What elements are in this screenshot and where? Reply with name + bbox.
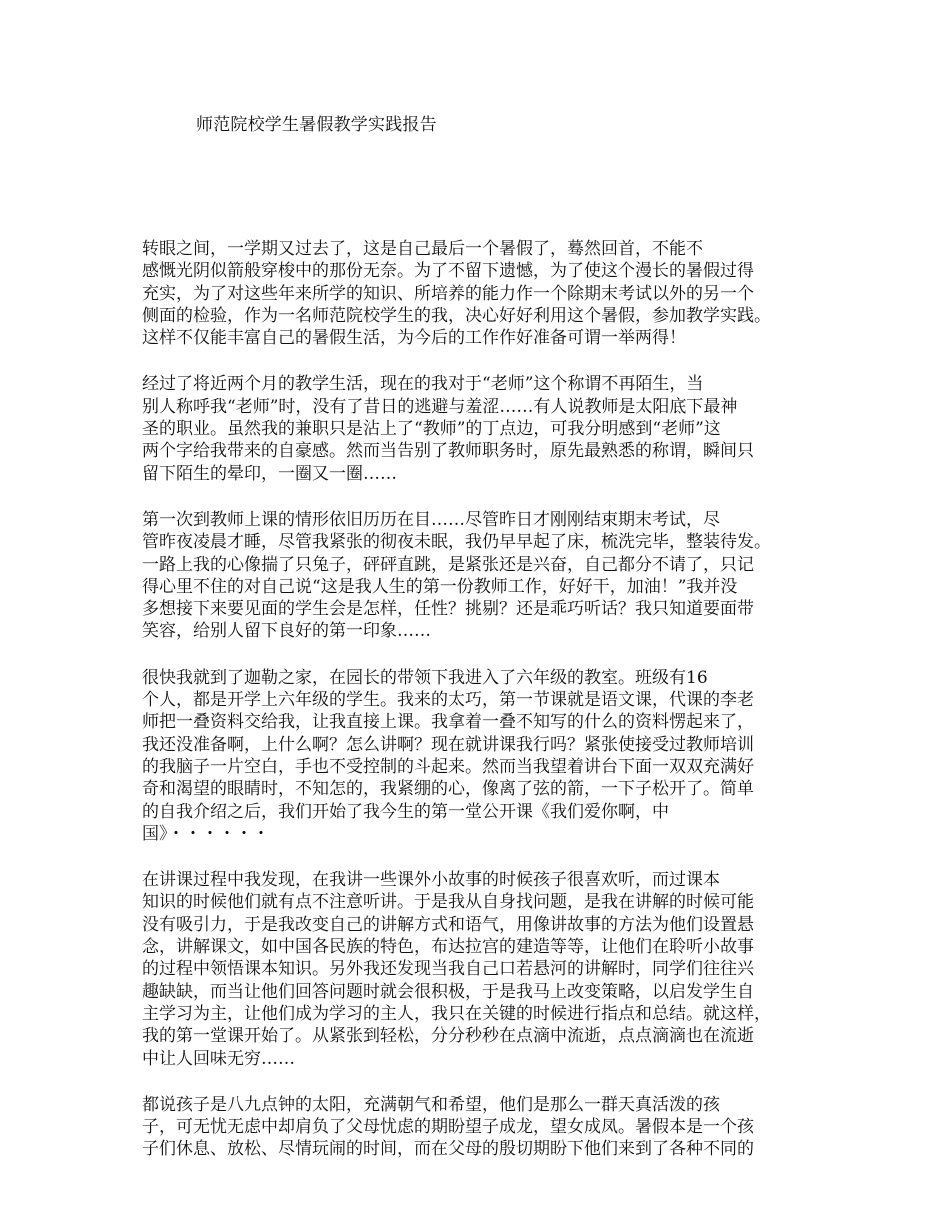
- paragraph-line: 两个字给我带来的自豪感。然而当告别了教师职务时，原先最熟悉的称谓，瞬间只: [142, 441, 754, 462]
- paragraph-line: 中让人回味无穷……: [142, 1048, 295, 1069]
- document-title: 师范院校学生暑假教学实践报告: [196, 115, 437, 135]
- paragraph-line: 这样不仅能丰富自己的暑假生活，为今后的工作作好准备可谓一举两得！: [142, 328, 686, 349]
- paragraph: [142, 509, 822, 643]
- paragraph-line: 很快我就到了迦勒之家，在园长的带领下我进入了六年级的教室。班级有16: [142, 667, 708, 688]
- paragraph-line: 侧面的检验，作为一名师范院校学生的我，决心好好利用这个暑假，参加教学实践。: [142, 305, 771, 326]
- paragraph-line: 师把一叠资料交给我，让我直接上课。我拿着一叠不知写的什么的资料愣起来了，: [142, 712, 754, 733]
- paragraph-line: 第一次到教师上课的情形依旧历历在目……尽管昨日才刚刚结束期末考试，尽: [142, 509, 720, 530]
- paragraph: [142, 238, 822, 349]
- paragraph-line: 国》・・・・・・: [142, 823, 270, 844]
- paragraph: [142, 869, 822, 1070]
- paragraph-line: 得心里不住的对自己说“这是我人生的第一份教师工作，好好干，加油！”我并没: [142, 576, 738, 597]
- paragraph-line: 充实，为了对这些年来所学的知识、所培养的能力作一个除期末考试以外的另一个: [142, 283, 754, 304]
- paragraph-line: 感慨光阴似箭般穿梭中的那份无奈。为了不留下遗憾，为了使这个漫长的暑假过得: [142, 261, 754, 282]
- paragraph-line: 都说孩子是八九点钟的太阳，充满朝气和希望，他们是那么一群天真活泼的孩: [142, 1094, 720, 1115]
- paragraph-line: 经过了将近两个月的教学生活，现在的我对于“老师”这个称谓不再陌生，当: [142, 374, 704, 395]
- paragraph-line: 多想接下来要见面的学生会是怎样，任性？挑剔？还是乖巧听话？我只知道要面带: [142, 599, 754, 620]
- paragraph-line: 我的第一堂课开始了。从紧张到轻松，分分秒秒在点滴中流逝，点点滴滴也在流逝: [142, 1026, 754, 1047]
- paragraph-line: 子，可无忧无虑中却肩负了父母忧虑的期盼望子成龙，望女成凤。暑假本是一个孩: [142, 1117, 754, 1138]
- paragraph-line: 奇和渴望的眼睛时，不知怎的，我紧绷的心，像离了弦的箭，一下子松开了。简单: [142, 779, 754, 800]
- paragraph-line: 我还没准备啊，上什么啊？怎么讲啊？现在就讲课我行吗？紧张使接受过教师培训: [142, 734, 754, 755]
- paragraph-line: 念，讲解课文，如中国各民族的特色，布达拉宫的建造等等，让他们在聆听小故事: [142, 937, 754, 958]
- paragraph-line: 在讲课过程中我发现，在我讲一些课外小故事的时候孩子很喜欢听，而过课本: [142, 870, 720, 891]
- paragraph-line: 管昨夜凌晨才睡，尽管我紧张的彻夜未眠，我仍早早起了床，梳洗完毕，整装待发。: [142, 532, 771, 553]
- paragraph-line: 别人称呼我“老师”时，没有了昔日的逃避与羞涩……有人说教师是太阳底下最神: [142, 396, 738, 417]
- paragraph-line: 转眼之间，一学期又过去了，这是自己最后一个暑假了，蓦然回首，不能不: [142, 239, 703, 259]
- paragraph-line: 一路上我的心像揣了只兔子，砰砰直跳，是紧张还是兴奋，自己都分不请了，只记: [142, 554, 754, 575]
- paragraph-line: 主学习为主，让他们成为学习的主人，我只在关键的时候进行指点和总结。就这样，: [142, 1003, 771, 1024]
- paragraph-line: 留下陌生的晕印，一圈又一圈……: [142, 463, 397, 484]
- paragraph-line: 知识的时候他们就有点不注意听讲。于是我从自身找问题，是我在讲解的时候可能: [142, 892, 754, 913]
- paragraph: [142, 1094, 822, 1161]
- paragraph: [142, 667, 822, 845]
- paragraph-line: 的我脑子一片空白，手也不受控制的斗起来。然而当我望着讲台下面一双双充满好: [142, 756, 754, 777]
- paragraph-line: 趣缺缺，而当让他们回答问题时就会很积极，于是我马上改变策略，以启发学生自: [142, 981, 754, 1002]
- paragraph-line: 没有吸引力，于是我改变自己的讲解方式和语气，用像讲故事的方法为他们设置悬: [142, 914, 754, 935]
- paragraph-line: 的过程中领悟课本知识。另外我还发现当我自己口若悬河的讲解时，同学们往往兴: [142, 959, 754, 980]
- paragraph-line: 圣的职业。虽然我的兼职只是沾上了“教师”的丁点边，可我分明感到“老师”这: [142, 419, 721, 440]
- paragraph-line: 个人，都是开学上六年级的学生。我来的太巧，第一节课就是语文课，代课的李老: [142, 690, 754, 711]
- paragraph-line: 的自我介绍之后，我们开始了我今生的第一堂公开课《我们爱你啊，中: [142, 801, 669, 822]
- paragraph-line: 笑容，给别人留下良好的第一印象……: [142, 621, 431, 642]
- paragraph: [142, 373, 822, 484]
- paragraph-line: 子们休息、放松、尽情玩闹的时间，而在父母的殷切期盼下他们来到了各种不同的: [142, 1139, 754, 1160]
- document-body: [142, 238, 822, 1185]
